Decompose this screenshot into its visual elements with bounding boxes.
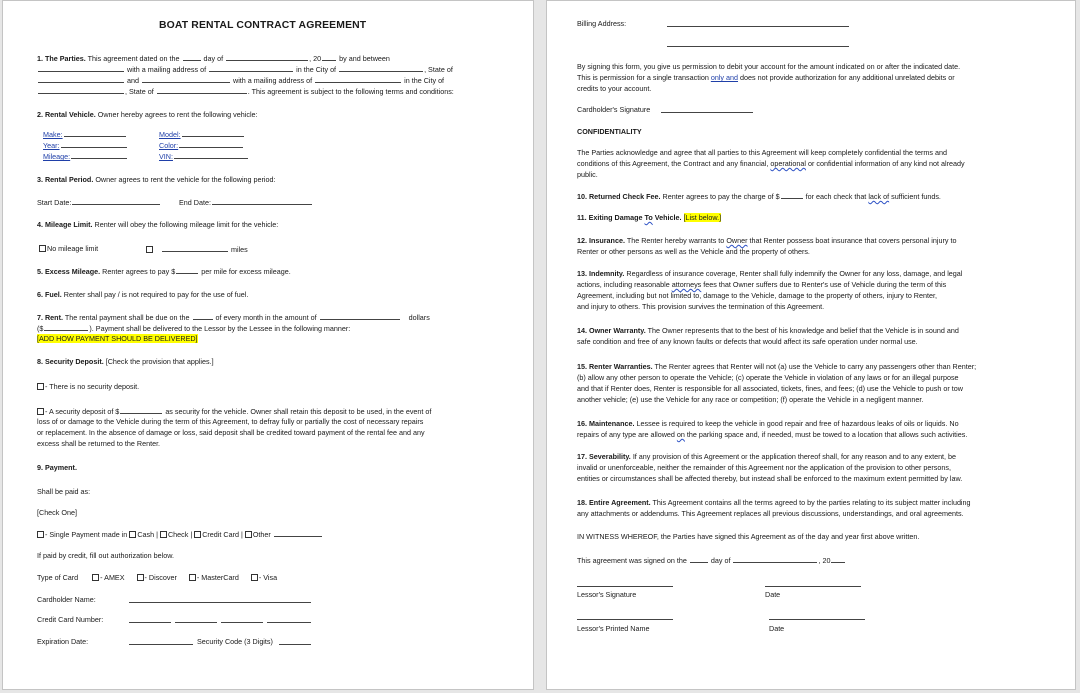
amex-checkbox[interactable] — [92, 574, 99, 581]
cash-checkbox[interactable] — [129, 531, 136, 538]
deposit-option-line-2: loss of or damage to the Vehicle during the term of this Agreement, to defray fully or partially the cost of necessary repairs — [37, 417, 424, 426]
renter-city-blank[interactable] — [38, 86, 124, 94]
payment-delivery-placeholder: [ADD HOW PAYMENT SHOULD BE DELIVERED] — [37, 334, 198, 343]
consent-line-3: credits to your account. — [577, 84, 652, 93]
visa-checkbox[interactable] — [251, 574, 258, 581]
confidentiality-line-3: public. — [577, 170, 598, 179]
end-date-field[interactable]: End Date: — [179, 197, 313, 207]
deposit-checkbox[interactable] — [37, 408, 44, 415]
excess-rate-blank[interactable] — [176, 266, 198, 274]
deposit-option-line-1[interactable]: - A security deposit of $ as security for the vehicle. Owner shall retain this deposit to be used, in the event of — [37, 406, 431, 416]
severability-line-1: 17. Severability. If any provision of this Agreement or the application thereof shall, for any reason and to any extent, be — [577, 452, 957, 461]
renter-warranties-line-2: (b) allow any other person to operate the Vehicle; (c) operate the Vehicle in violation of any laws or for an illegal purpose — [577, 373, 959, 382]
renter-warranties-line-1: 15. Renter Warranties. The Renter agrees that Renter will not (a) use the Vehicle to carry any passengers other than Renter; — [577, 362, 977, 371]
owner-name-blank[interactable] — [38, 64, 124, 72]
signed-day-blank[interactable] — [690, 555, 708, 563]
year-blank[interactable] — [322, 53, 336, 61]
card-number-blank-2[interactable] — [175, 622, 217, 623]
insurance-line-1: 12. Insurance. The Renter hereby warrants to Owner that Renter possess boat insurance that covers personal injury to — [577, 236, 957, 245]
severability-line-3: entities or circumstances shall be affected thereby, but instead shall be enforced to the maximum extent permitted by law. — [577, 474, 963, 483]
parties-line-1: 1. The Parties. This agreement dated on the day of , 20 by and between — [37, 54, 390, 63]
lessor-printed-date-label: Date — [769, 624, 785, 633]
witness-statement: IN WITNESS WHEREOF, the Parties have signed this Agreement as of the day and year first above written. — [577, 532, 920, 541]
other-checkbox[interactable] — [245, 531, 252, 538]
credit-auth-instruction: If paid by credit, fill out authorization below. — [37, 551, 175, 560]
entire-agreement-line-1: 18. Entire Agreement. This Agreement contains all the terms agreed to by the parties relating to its subject matter including — [577, 498, 971, 507]
discover-checkbox[interactable] — [137, 574, 144, 581]
owner-state-blank[interactable] — [38, 75, 124, 83]
billing-address-blank-2[interactable] — [667, 46, 849, 47]
consent-line-1: By signing this form, you give us permission to debit your account for the amount indicated on or after the indicated date. — [577, 62, 961, 71]
excess-mileage-line: 5. Excess Mileage. Renter agrees to pay $ per mile for excess mileage. — [37, 267, 291, 276]
expiration-date-label: Expiration Date: — [37, 637, 89, 646]
document-title: BOAT RENTAL CONTRACT AGREEMENT — [159, 20, 367, 31]
card-type-line: Type of Card - AMEX - Discover - MasterCard - Visa — [37, 573, 278, 582]
no-mileage-limit-checkbox[interactable] — [39, 245, 46, 252]
no-deposit-option[interactable]: - There is no security deposit. — [37, 382, 139, 391]
check-checkbox[interactable] — [160, 531, 167, 538]
parties-line-3: and with a mailing address of in the City of — [37, 75, 444, 85]
rent-due-day-blank[interactable] — [193, 312, 213, 320]
mileage-limit-heading: 4. Mileage Limit. Renter will obey the following mileage limit for the vehicle: — [37, 220, 279, 229]
rent-amount-words-blank[interactable] — [320, 312, 400, 320]
credit-card-checkbox[interactable] — [194, 531, 201, 538]
contract-page-1 — [2, 0, 534, 690]
card-number-label: Credit Card Number: — [37, 615, 104, 624]
contract-page-2 — [546, 0, 1076, 690]
confidentiality-heading: CONFIDENTIALITY — [577, 127, 642, 136]
lessor-signature-date-label: Date — [765, 590, 781, 599]
miles-blank[interactable] — [162, 244, 228, 252]
cardholder-signature-blank[interactable] — [661, 112, 753, 113]
billing-address-blank-1[interactable] — [667, 26, 849, 27]
rental-vehicle-heading: 2. Rental Vehicle. Owner hereby agrees to rent the following vehicle: — [37, 110, 258, 119]
confidentiality-line-2: conditions of this Agreement, the Contract and any financial, operational or confidential information of any kind not already — [577, 159, 965, 168]
card-number-blank-4[interactable] — [267, 622, 311, 623]
security-deposit-heading: 8. Security Deposit. [Check the provision that applies.] — [37, 357, 214, 366]
signed-year-blank[interactable] — [831, 555, 845, 563]
cardholder-signature-label: Cardholder's Signature — [577, 105, 651, 114]
fuel-line: 6. Fuel. Renter shall pay / is not required to pay for the use of fuel. — [37, 290, 249, 299]
maintenance-line-1: 16. Maintenance. Lessee is required to keep the vehicle in good repair and free of hazardous leaks of oils or liquids. No — [577, 419, 959, 428]
owner-warranty-line-2: safe condition and free of any known faults or defects that would affect its safe operation under normal use. — [577, 337, 918, 346]
deposit-option-line-4: excess shall be returned to the Renter. — [37, 439, 161, 448]
renter-warranties-line-3: and that if Renter does, Renter is responsible for all associated, tickets, fines, and fees; (d) use the Vehicle to push or tow — [577, 384, 963, 393]
maintenance-line-2: repairs of any type are allowed on the parking space and, if needed, must be towed to a location that allows such activities. — [577, 430, 968, 439]
severability-line-2: invalid or unenforceable, neither the remainder of this Agreement nor the application of the provision to other persons, — [577, 463, 951, 472]
existing-damage-line: 11. Exiting Damage To Vehicle. [List below.] — [577, 213, 722, 222]
cardholder-name-label: Cardholder Name: — [37, 595, 96, 604]
single-payment-checkbox[interactable] — [37, 531, 44, 538]
mastercard-checkbox[interactable] — [189, 574, 196, 581]
returned-check-fee-blank[interactable] — [781, 191, 803, 199]
deposit-option-line-3: or replacement. In the absence of damage or loss, said deposit shall be credited toward payment of the rental fee and any — [37, 428, 425, 437]
deposit-amount-blank[interactable] — [120, 406, 162, 414]
no-deposit-checkbox[interactable] — [37, 383, 44, 390]
parties-line-4: , State of . This agreement is subject to the following terms and conditions: — [37, 86, 454, 96]
payment-method-line: - Single Payment made in Cash | Check | Credit Card | Other — [37, 529, 323, 539]
cardholder-name-blank[interactable] — [129, 602, 311, 603]
card-number-blank-3[interactable] — [221, 622, 263, 623]
renter-name-blank[interactable] — [142, 75, 230, 83]
security-code-blank[interactable] — [279, 644, 311, 645]
signed-month-blank[interactable] — [733, 555, 817, 563]
vehicle-mileage-field[interactable]: Mileage: — [43, 151, 128, 161]
renter-address-blank[interactable] — [315, 75, 401, 83]
lessor-printed-name-blank[interactable] — [577, 619, 673, 620]
owner-warranty-line-1: 14. Owner Warranty. The Owner represents that to the best of his knowledge and belief that the Vehicle is in sound and — [577, 326, 959, 335]
insurance-line-2: Renter or other persons as well as the Vehicle and the property of others. — [577, 247, 810, 256]
no-mileage-limit-option[interactable]: No mileage limit — [39, 244, 98, 253]
mileage-limit-checkbox[interactable] — [146, 246, 153, 253]
vehicle-color-field[interactable]: Color: — [159, 140, 244, 150]
lessor-printed-name-label: Lessor's Printed Name — [577, 624, 650, 633]
owner-address-blank[interactable] — [209, 64, 293, 72]
billing-address-label: Billing Address: — [577, 19, 627, 28]
lessor-signature-blank[interactable] — [577, 586, 673, 587]
rental-period-heading: 3. Rental Period. Owner agrees to rent the vehicle for the following period: — [37, 175, 276, 184]
card-number-blank-1[interactable] — [129, 622, 171, 623]
rent-line-2: ($ ). Payment shall be delivered to the Lessor by the Lessee in the following manner: — [37, 324, 351, 333]
indemnity-line-3: Agreement, including but not limited to, damage to the Vehicle, damage to the property of others, injury to Renter, — [577, 291, 937, 300]
parties-line-2: with a mailing address of in the City of , State of — [37, 64, 453, 74]
lessor-signature-label: Lessor's Signature — [577, 590, 637, 599]
lessor-printed-date-blank[interactable] — [769, 619, 865, 620]
start-date-field[interactable]: Start Date: — [37, 197, 161, 207]
rent-line-1: 7. Rent. The rental payment shall be due on the of every month in the amount of dollars — [37, 313, 430, 322]
mileage-limit-option[interactable]: miles — [146, 244, 248, 254]
check-one-label: [Check One] — [37, 508, 77, 517]
returned-check-fee-line: 10. Returned Check Fee. Renter agrees to pay the charge of $ for each check that lack of sufficient funds. — [577, 192, 941, 201]
vehicle-year-field[interactable]: Year: — [43, 140, 128, 150]
rent-amount-blank[interactable] — [44, 323, 88, 331]
owner-city-blank[interactable] — [339, 64, 423, 72]
day-blank[interactable] — [183, 53, 201, 61]
lessor-signature-date-blank[interactable] — [765, 586, 861, 587]
payment-heading: 9. Payment. — [37, 463, 77, 472]
expiration-date-blank[interactable] — [129, 644, 193, 645]
indemnity-line-4: and injury to others. This provision survives the termination of this Agreement. — [577, 302, 825, 311]
month-blank[interactable] — [226, 53, 308, 61]
security-code-label: Security Code (3 Digits) — [197, 637, 273, 646]
paid-as-label: Shall be paid as: — [37, 487, 91, 496]
indemnity-line-1: 13. Indemnity. Regardless of insurance coverage, Renter shall fully indemnify the Owner for any loss, damage, and legal — [577, 269, 963, 278]
entire-agreement-line-2: any attachments or addendums. This Agreement replaces all previous discussions, understandings, and oral agreements. — [577, 509, 964, 518]
consent-line-2: This is permission for a single transaction only and does not provide authorization for any additional unrelated debits or — [577, 73, 955, 82]
renter-state-blank[interactable] — [157, 86, 247, 94]
confidentiality-line-1: The Parties acknowledge and agree that all parties to this Agreement will keep completely confidential the terms and — [577, 148, 947, 157]
indemnity-line-2: actions, including reasonable attorneys fees that Owner suffers due to Renter's use of Vehicle during the term of this — [577, 280, 947, 289]
vehicle-vin-field[interactable]: VIN: — [159, 151, 249, 161]
renter-warranties-line-4: another vehicle; (e) use the Vehicle for any race or competition; (f) operate the Vehicle in a negligent manner. — [577, 395, 924, 404]
vehicle-make-field[interactable]: Make: — [43, 129, 127, 139]
other-method-blank[interactable] — [274, 529, 322, 537]
signed-date-line: This agreement was signed on the day of , 20 — [577, 555, 846, 565]
vehicle-model-field[interactable]: Model: — [159, 129, 245, 139]
